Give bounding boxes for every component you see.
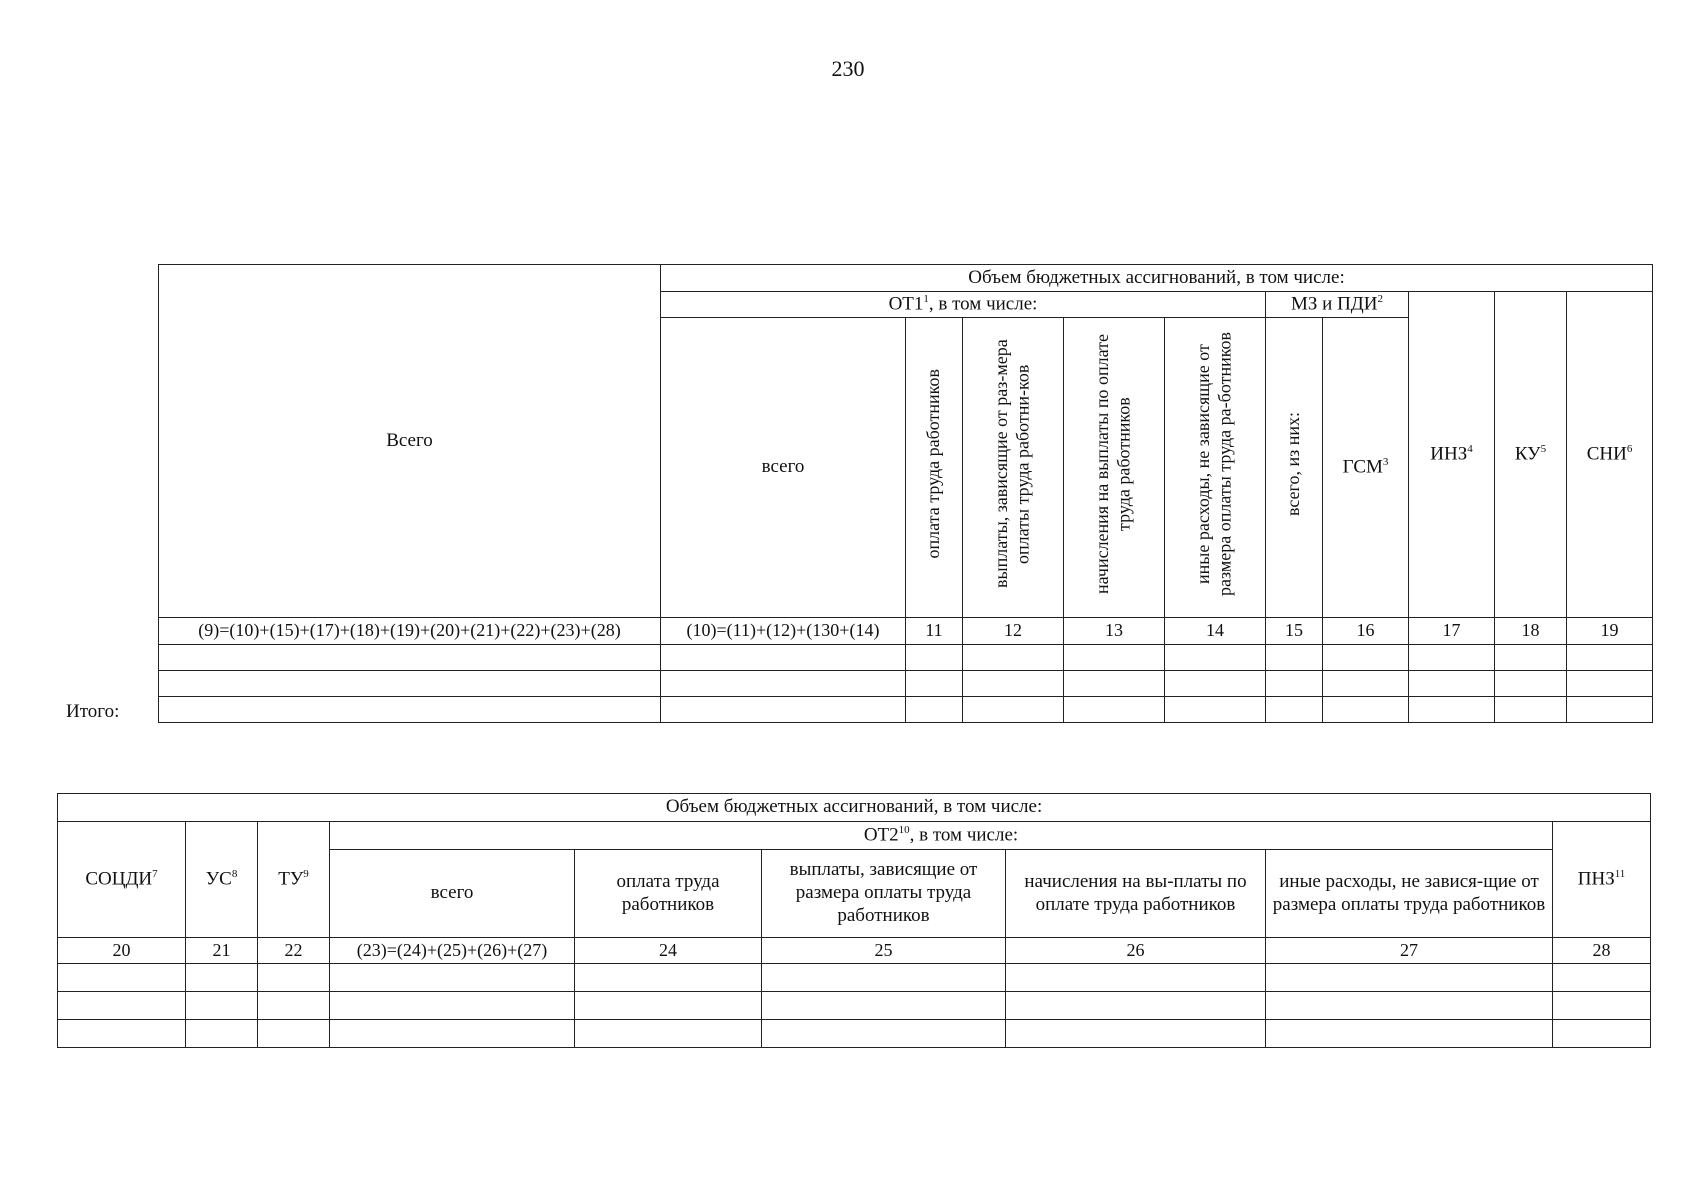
table-cell[interactable] (1323, 645, 1409, 671)
col28-footnote: 11 (1614, 867, 1626, 880)
col18-footnote: 5 (1540, 442, 1547, 455)
header-col17 (1409, 292, 1495, 618)
table-cell[interactable] (330, 992, 575, 1020)
table-cell[interactable] (1064, 645, 1165, 671)
col-number: 13 (1064, 618, 1165, 645)
table-cell[interactable] (906, 697, 963, 723)
header-col27: иные расходы, не завися-щие от размера оплаты труда работников (1266, 850, 1553, 938)
table-cell[interactable] (1495, 645, 1567, 671)
table-cell[interactable] (1323, 671, 1409, 697)
table-cell[interactable] (186, 964, 258, 992)
table-cell[interactable] (258, 992, 330, 1020)
table-cell[interactable] (906, 671, 963, 697)
col20-label: СОЦДИ (85, 868, 153, 890)
table-cell[interactable] (906, 645, 963, 671)
table-cell[interactable] (1495, 671, 1567, 697)
total-row (159, 697, 1653, 723)
table-cell[interactable] (1409, 671, 1495, 697)
col-number: 18 (1495, 618, 1567, 645)
table-cell[interactable] (1165, 671, 1266, 697)
budget-table-part1 (158, 264, 1653, 723)
table-cell[interactable] (1006, 992, 1266, 1020)
table-cell[interactable] (963, 671, 1064, 697)
col19-footnote: 6 (1626, 442, 1633, 455)
col15-label: всего, из них: (1283, 412, 1304, 517)
col21-footnote: 8 (231, 867, 238, 880)
table-cell[interactable] (575, 992, 762, 1020)
header-col12 (963, 318, 1064, 618)
col19-label: СНИ (1586, 443, 1627, 465)
ot2-footnote: 10 (898, 823, 910, 836)
ot1-label: ОТ1 (888, 293, 924, 315)
table-cell[interactable] (762, 1020, 1006, 1048)
table-row (58, 964, 1651, 992)
table-cell[interactable] (330, 1020, 575, 1048)
column-numbers-row (159, 618, 1653, 645)
table-cell[interactable] (963, 697, 1064, 723)
col11-label: оплата труда работников (923, 369, 944, 559)
table-cell[interactable] (1495, 697, 1567, 723)
table-cell[interactable] (1409, 697, 1495, 723)
col-number: (23)=(24)+(25)+(26)+(27) (330, 938, 575, 964)
mz-footnote: 2 (1377, 292, 1383, 305)
ot1-suffix: , в том числе: (928, 293, 1038, 315)
table-cell[interactable] (1266, 671, 1323, 697)
table-cell[interactable] (1165, 645, 1266, 671)
table-cell[interactable] (159, 697, 661, 723)
table-row (58, 1020, 1651, 1048)
header-budget-allocations: Объем бюджетных ассигнований, в том числе: (58, 794, 1651, 822)
header-col19 (1567, 292, 1653, 618)
table-cell[interactable] (1266, 992, 1553, 1020)
header-col16 (1323, 318, 1409, 618)
header-ot2-group (330, 822, 1553, 850)
col-number: 12 (963, 618, 1064, 645)
table-cell[interactable] (661, 697, 906, 723)
header-col24: оплата труда работников (575, 850, 762, 938)
table-cell[interactable] (1006, 964, 1266, 992)
table-cell[interactable] (1266, 645, 1323, 671)
table-row (159, 645, 1653, 671)
table-cell[interactable] (186, 1020, 258, 1048)
col-number: 28 (1553, 938, 1651, 964)
table-cell[interactable] (762, 964, 1006, 992)
header-col23: всего (330, 850, 575, 938)
col17-footnote: 4 (1467, 442, 1473, 455)
table-cell[interactable] (1165, 697, 1266, 723)
header-col25: выплаты, зависящие от размера оплаты труда работников (762, 850, 1006, 938)
table-cell[interactable] (575, 1020, 762, 1048)
ot2-label: ОТ2 (863, 824, 899, 846)
col28-label: ПНЗ (1577, 868, 1615, 890)
col20-footnote: 7 (152, 867, 158, 880)
table-cell[interactable] (1567, 671, 1653, 697)
col-number: 24 (575, 938, 762, 964)
col-number: 25 (762, 938, 1006, 964)
col-number: (9)=(10)+(15)+(17)+(18)+(19)+(20)+(21)+(22)+(23)+(28) (159, 618, 661, 645)
header-col15 (1266, 318, 1323, 618)
mz-label: МЗ и ПДИ (1291, 293, 1378, 315)
table-cell[interactable] (1553, 964, 1651, 992)
header-col20 (58, 822, 186, 938)
header-mz-group (1266, 292, 1409, 318)
page-number: 230 (831, 56, 865, 81)
col-number: 22 (258, 938, 330, 964)
table-cell[interactable] (186, 992, 258, 1020)
col13-label: начисления на выплаты по оплате труда работников (1092, 334, 1134, 595)
col12-label: выплаты, зависящие от раз-мера оплаты труда работни-ков (991, 339, 1033, 589)
header-col14 (1165, 318, 1266, 618)
table-cell[interactable] (762, 992, 1006, 1020)
table-cell[interactable] (1409, 645, 1495, 671)
header-col18 (1495, 292, 1567, 618)
col16-label: ГСМ (1342, 456, 1383, 478)
col21-label: УС (205, 868, 232, 890)
table-cell[interactable] (1567, 697, 1653, 723)
col-number: 20 (58, 938, 186, 964)
budget-table-part2 (57, 793, 1651, 1048)
header-col22 (258, 822, 330, 938)
table-cell[interactable] (258, 964, 330, 992)
header-col28 (1553, 822, 1651, 938)
table-cell[interactable] (1266, 1020, 1553, 1048)
table-cell[interactable] (661, 671, 906, 697)
col17-label: ИНЗ (1430, 443, 1468, 465)
table-cell[interactable] (1266, 964, 1553, 992)
table-cell[interactable] (258, 1020, 330, 1048)
table-cell[interactable] (1553, 992, 1651, 1020)
table-cell[interactable] (330, 964, 575, 992)
table-cell[interactable] (963, 645, 1064, 671)
table-cell[interactable] (1006, 1020, 1266, 1048)
table-cell[interactable] (58, 1020, 186, 1048)
total-label: Итого: (66, 701, 120, 722)
table-cell[interactable] (159, 645, 661, 671)
table-cell[interactable] (58, 992, 186, 1020)
col-number: 11 (906, 618, 963, 645)
table-cell[interactable] (1567, 645, 1653, 671)
col-number: 17 (1409, 618, 1495, 645)
header-col11 (906, 318, 963, 618)
header-col13 (1064, 318, 1165, 618)
table-cell[interactable] (159, 671, 661, 697)
col18-label: КУ (1514, 443, 1541, 465)
column-numbers-row (58, 938, 1651, 964)
table-cell[interactable] (575, 964, 762, 992)
col-number: 19 (1567, 618, 1653, 645)
ot1-footnote: 1 (923, 292, 929, 305)
col-number: 21 (186, 938, 258, 964)
table-cell[interactable] (1266, 697, 1323, 723)
header-vsego-main: Всего (159, 265, 661, 618)
table-cell[interactable] (661, 645, 906, 671)
header-ot1-group (661, 292, 1266, 318)
table-row (58, 992, 1651, 1020)
header-col21 (186, 822, 258, 938)
table-cell[interactable] (1553, 1020, 1651, 1048)
table-cell[interactable] (1323, 697, 1409, 723)
ot2-suffix: , в том числе: (909, 824, 1019, 846)
col22-footnote: 9 (303, 867, 309, 880)
col-number: (10)=(11)+(12)+(130+(14) (661, 618, 906, 645)
col-number: 16 (1323, 618, 1409, 645)
header-vsego-sub: всего (661, 318, 906, 618)
col14-label: иные расходы, не зависящие от размера оплаты труда ра-ботников (1193, 332, 1235, 597)
table-row (159, 671, 1653, 697)
header-col26: начисления на вы-платы по оплате труда работников (1006, 850, 1266, 938)
col22-label: ТУ (278, 868, 304, 890)
header-budget-allocations: Объем бюджетных ассигнований, в том числе: (661, 265, 1653, 292)
col16-footnote: 3 (1382, 455, 1389, 468)
col-number: 26 (1006, 938, 1266, 964)
table-cell[interactable] (1064, 697, 1165, 723)
table-cell[interactable] (58, 964, 186, 992)
col-number: 27 (1266, 938, 1553, 964)
col-number: 15 (1266, 618, 1323, 645)
col-number: 14 (1165, 618, 1266, 645)
table-cell[interactable] (1064, 671, 1165, 697)
